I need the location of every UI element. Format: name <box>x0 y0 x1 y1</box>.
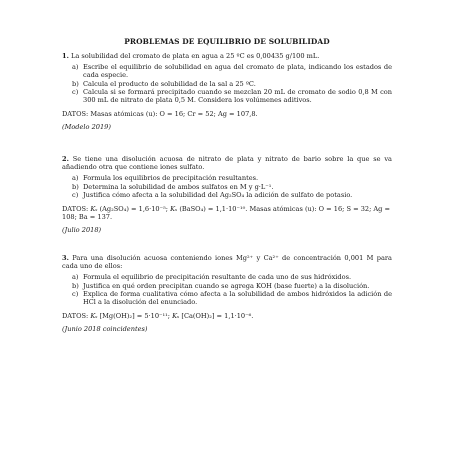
part-marker: b) <box>72 281 79 290</box>
part-marker: b) <box>72 182 79 191</box>
list-item <box>72 191 392 199</box>
problem-number: 1. <box>62 52 69 60</box>
list-item <box>72 80 392 88</box>
part-text: Formula el equilibrio de precipitación resultante de cada uno de sus hidróxidos. <box>83 273 352 281</box>
datos-value: [Ca(OH)₂] = 1,1·10⁻⁶. <box>179 312 254 320</box>
list-item <box>72 290 392 306</box>
part-text: Formula los equilibrios de precipitación resultantes. <box>83 174 259 182</box>
problem-text: Para una disolución acuosa conteniendo iones Mg²⁺ y Ca²⁺ de concentración 0,001 M para cada uno de ellos: <box>62 254 392 270</box>
list-item <box>72 183 392 191</box>
datos-value: (Ag₂SO₄) = 1,6·10⁻⁵; <box>97 205 171 213</box>
part-text: Calcula el producto de solubilidad de la sal a 25 ºC. <box>83 79 256 88</box>
problem-source: (Julio 2018) <box>62 226 102 234</box>
ks-symbol: Kₛ <box>90 312 98 320</box>
problem-parts <box>62 273 392 306</box>
datos-value: [Mg(OH)₂] = 5·10⁻¹¹; <box>97 312 173 320</box>
datos-prefix: DATOS: <box>62 205 91 213</box>
part-marker: c) <box>72 290 79 298</box>
part-text: Calcula si se formará precipitado cuando se mezclan 20 mL de cromato de sodio 0,8 M con 300 mL de nitrato de plata 0,5 M. Considera los volúmenes aditivos. <box>83 88 392 104</box>
page-title: PROBLEMAS DE EQUILIBRIO DE SOLUBILIDAD <box>124 37 330 46</box>
datos-prefix: DATOS: <box>62 312 91 320</box>
problem-text: La solubilidad del cromato de plata en agua a 25 ºC es 0,00435 g/100 mL. <box>71 52 320 60</box>
spacer <box>62 234 392 254</box>
list-item <box>72 63 392 79</box>
part-text: Explica de forma cualitativa cómo afecta a la solubilidad de ambos hidróxidos la adición de HCl a la disolución del enunciado. <box>83 290 392 306</box>
part-text: Determina la solubilidad de ambos sulfatos en M y g·L⁻¹. <box>83 182 274 191</box>
problem-text: Se tiene una disolución acuosa de nitrato de plata y nitrato de bario sobre la que se va añadiendo otra que contiene iones sulfato. <box>62 155 392 171</box>
problem-statement <box>62 52 392 60</box>
problem-data <box>62 205 392 221</box>
problem-1 <box>62 52 392 131</box>
list-item <box>72 88 392 104</box>
problem-source: (Modelo 2019) <box>62 123 111 131</box>
part-marker: c) <box>72 88 79 96</box>
problem-2 <box>62 155 392 234</box>
problem-source: (Junio 2018 coincidentes) <box>62 325 148 333</box>
part-text: Escribe el equilibrio de solubilidad en agua del cromato de plata, indicando los estados de cada especie. <box>83 63 392 79</box>
problem-statement <box>62 155 392 171</box>
problem-data: DATOS: Masas atómicas (u): O = 16; Cr = 52; Ag = 107,8. <box>62 110 258 118</box>
ks-symbol: Kₛ <box>90 205 98 213</box>
ks-symbol: Kₛ <box>172 312 180 320</box>
problem-number: 2. <box>62 155 69 163</box>
document-body <box>62 38 392 333</box>
problem-3 <box>62 254 392 333</box>
part-text: Justifica cómo afecta a la solubilidad del Ag₂SO₄ la adición de sulfato de potasio. <box>83 191 353 199</box>
part-marker: b) <box>72 79 79 88</box>
part-marker: a) <box>72 174 79 182</box>
part-marker: c) <box>72 191 79 199</box>
part-text: Justifica en qué orden precipitan cuando se agrega KOH (base fuerte) a la disolución. <box>83 281 370 290</box>
part-marker: a) <box>72 63 79 71</box>
list-item <box>72 273 392 281</box>
datos-value: (BaSO₄) = 1,1·10⁻¹⁰. Masas atómicas (u): O = 16; S = 32; Ag = 108; Ba = 137. <box>62 205 391 221</box>
list-item <box>72 282 392 290</box>
problem-data <box>62 312 392 320</box>
list-item <box>72 174 392 182</box>
problem-statement <box>62 254 392 270</box>
spacer <box>62 131 392 155</box>
problem-number: 3. <box>62 254 69 262</box>
part-marker: a) <box>72 273 79 281</box>
problem-parts <box>62 174 392 199</box>
ks-symbol: Kₛ <box>170 205 178 213</box>
problem-parts <box>62 63 392 104</box>
